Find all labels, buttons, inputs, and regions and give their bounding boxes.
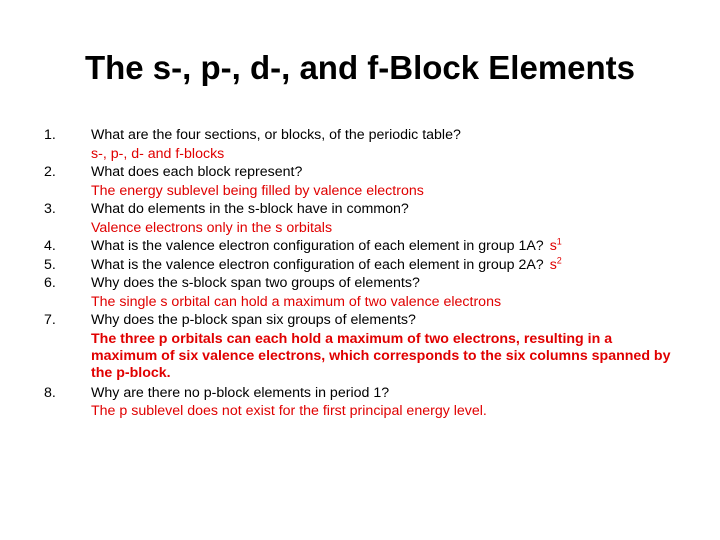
question-item xyxy=(44,256,684,275)
question-text xyxy=(91,237,684,256)
question-list xyxy=(44,126,684,421)
question-text: What does each block represent? xyxy=(91,164,303,180)
question-text: Why does the p-block span six groups of elements? xyxy=(91,312,416,328)
question-item xyxy=(44,200,684,219)
question-text xyxy=(91,256,684,275)
question-text: Why does the s-block span two groups of elements? xyxy=(91,275,420,291)
slide-title: The s-, p-, d-, and f-Block Elements xyxy=(84,49,636,86)
question-number: 3. xyxy=(44,201,56,217)
inline-answer-superscript: 2 xyxy=(556,254,562,265)
answer-text: s-, p-, d- and f-blocks xyxy=(91,145,225,162)
answer-text: The energy sublevel being filled by valence electrons xyxy=(91,182,424,199)
question-number: 4. xyxy=(44,238,56,254)
question-number: 6. xyxy=(44,275,56,291)
inline-answer-superscript: 1 xyxy=(556,236,562,247)
question-number: 2. xyxy=(44,164,56,180)
question-text: Why are there no p-block elements in period 1? xyxy=(91,384,390,401)
answer-text: Valence electrons only in the s orbitals xyxy=(91,219,333,236)
inline-answer-base: s xyxy=(549,256,557,273)
question-item xyxy=(44,237,684,256)
answer-text: The three p orbitals can each hold a maximum of two electrons, resulting in a maximum of six valence electrons, which corresponds to the six columns spanned by the p-block. xyxy=(91,330,671,381)
question-number: 1. xyxy=(44,127,56,143)
question-item xyxy=(44,163,684,182)
question-number: 8. xyxy=(44,384,56,401)
question-number: 5. xyxy=(44,256,56,273)
question-item xyxy=(44,384,684,403)
question-number: 7. xyxy=(44,312,56,328)
inline-answer xyxy=(550,238,562,254)
question-body: What is the valence electron configuration of each element in group 1A? xyxy=(91,238,544,254)
answer-text: The single s orbital can hold a maximum of two valence electrons xyxy=(91,293,502,310)
question-item xyxy=(44,274,684,293)
question-item xyxy=(44,311,684,330)
inline-answer-base: s xyxy=(549,238,557,254)
question-body: What is the valence electron configuration of each element in group 2A? xyxy=(91,256,544,273)
inline-answer xyxy=(549,254,562,273)
answer-text: The p sublevel does not exist for the first principal energy level. xyxy=(91,403,487,419)
question-text: What are the four sections, or blocks, of the periodic table? xyxy=(91,127,461,143)
question-item xyxy=(44,126,684,145)
question-text: What do elements in the s-block have in common? xyxy=(91,201,409,217)
